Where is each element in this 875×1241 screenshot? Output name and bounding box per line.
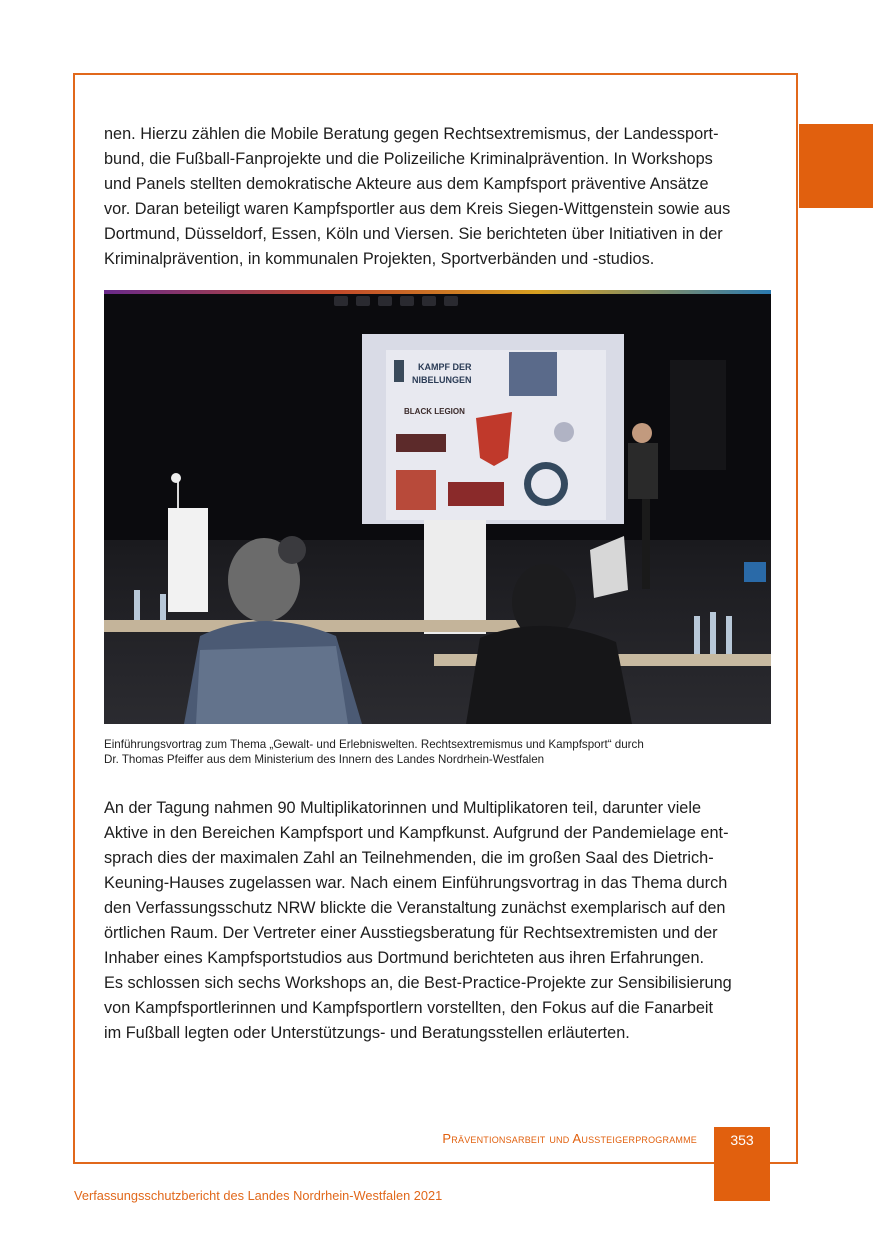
- body-paragraph-1: [104, 122, 774, 272]
- text-line: den Verfassungsschutz NRW blickte die Veranstaltung zunächst exemplarisch auf den: [104, 899, 726, 917]
- text-line: vor. Daran beteiligt waren Kampfsportler aus dem Kreis Siegen-Wittgenstein sowie aus: [104, 200, 731, 218]
- text-line: örtlichen Raum. Der Vertreter einer Ausstiegsberatung für Rechtsextremisten und der: [104, 924, 718, 942]
- text-line: und Panels stellten demokratische Akteure aus dem Kampfsport präventive Ansätze: [104, 175, 709, 193]
- document-footer: Verfassungsschutzbericht des Landes Nordrhein-Westfalen 2021: [74, 1188, 443, 1203]
- text-line: Kriminalprävention, in kommunalen Projekten, Sportverbänden und -studios.: [104, 250, 655, 268]
- text-line: An der Tagung nahmen 90 Multiplikatorinnen und Multiplikatoren teil, darunter viele: [104, 799, 702, 817]
- page-number-box: [714, 1127, 770, 1201]
- text-line: Es schlossen sich sechs Workshops an, die Best-Practice-Projekte zur Sensibilisierung: [104, 974, 732, 992]
- text-line: von Kampfsportlerinnen und Kampfsportlern vorstellten, den Fokus auf die Fanarbeit: [104, 999, 714, 1017]
- text-line: Inhaber eines Kampfsportstudios aus Dortmund berichteten aus ihren Erfahrungen.: [104, 949, 705, 967]
- slide-text: KAMPF DER: [418, 362, 472, 372]
- text-line: sprach dies der maximalen Zahl an Teilnehmenden, die im großen Saal des Dietrich-: [104, 849, 714, 867]
- conference-photo: [104, 290, 771, 724]
- running-head: Präventionsarbeit und Aussteigerprogramme: [442, 1131, 697, 1146]
- text-line: Dortmund, Düsseldorf, Essen, Köln und Viersen. Sie berichteten über Initiativen in der: [104, 225, 723, 243]
- photo-caption: [104, 737, 774, 767]
- caption-line: Dr. Thomas Pfeiffer aus dem Ministerium des Innern des Landes Nordrhein-Westfalen: [104, 753, 545, 766]
- body-paragraph-2: [104, 796, 774, 1046]
- text-line: bund, die Fußball-Fanprojekte und die Polizeiliche Kriminalprävention. In Workshops: [104, 150, 713, 168]
- slide-text: NIBELUNGEN: [412, 375, 472, 385]
- caption-line: Einführungsvortrag zum Thema „Gewalt- und Erlebniswelten. Rechtsextremismus und Kampfsport“ durch: [104, 738, 644, 751]
- text-line: im Fußball legten oder Unterstützungs- und Beratungsstellen erläuterten.: [104, 1024, 630, 1042]
- text-line: Keuning-Hauses zugelassen war. Nach einem Einführungsvortrag in das Thema durch: [104, 874, 728, 892]
- text-line: Aktive in den Bereichen Kampfsport und Kampfkunst. Aufgrund der Pandemielage ent-: [104, 824, 729, 842]
- slide-text: BLACK LEGION: [404, 407, 465, 416]
- page-number: 353: [730, 1132, 754, 1148]
- text-line: nen. Hierzu zählen die Mobile Beratung gegen Rechtsextremismus, der Landessport-: [104, 125, 719, 143]
- chapter-side-tab: [799, 124, 873, 208]
